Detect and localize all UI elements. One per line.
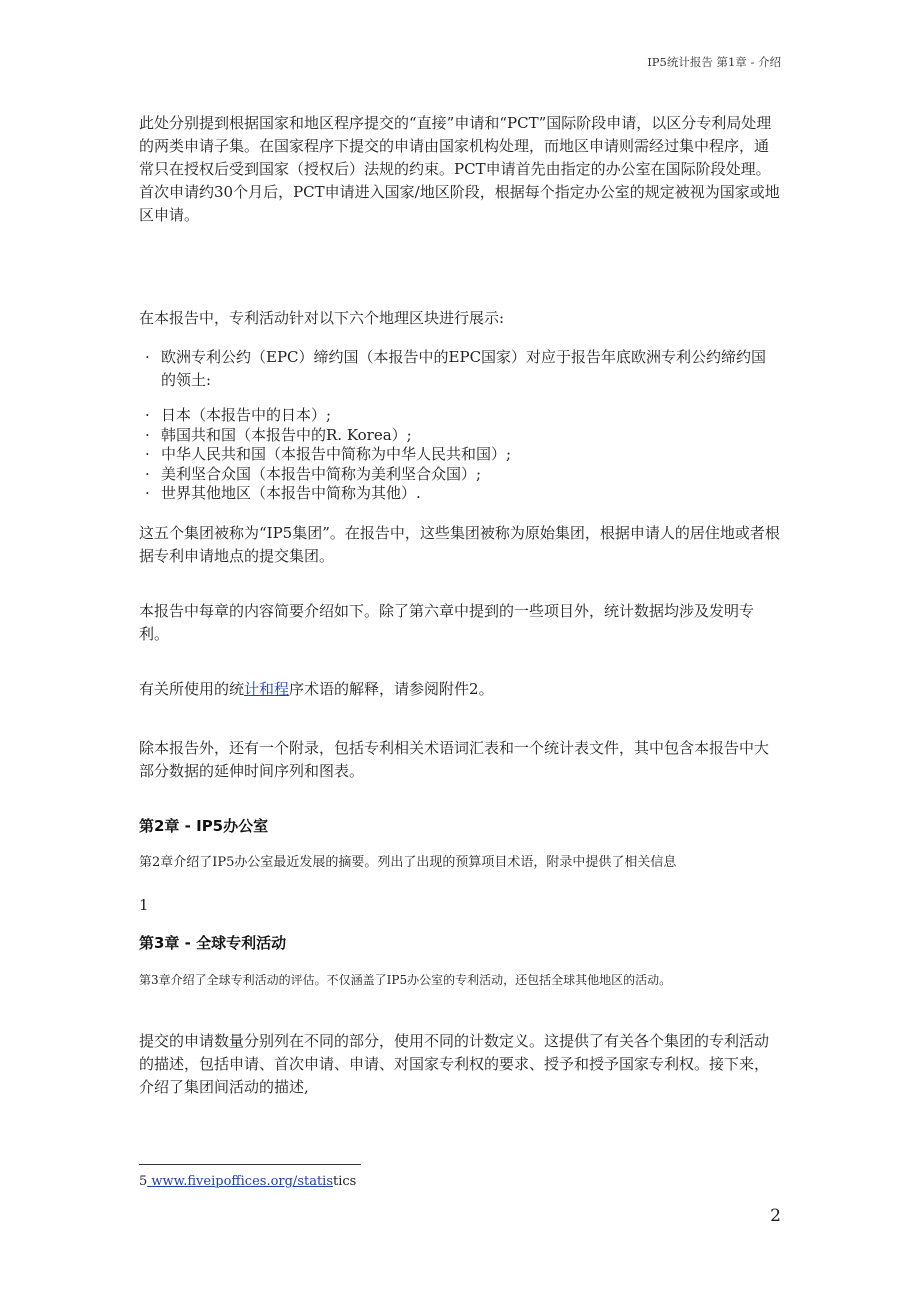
chapter2-body: 第2章介绍了IP5办公室最近发展的摘要。列出了出现的预算项目术语，附录中提供了相关信息 <box>139 855 677 870</box>
terms-paragraph <box>139 678 781 701</box>
running-header: IP5统计报告 第1章 - 介绍 <box>647 55 781 69</box>
footnote-number: 5 <box>139 1174 148 1189</box>
appendix-paragraph: 除本报告外，还有一个附录，包括专利相关术语词汇表和一个统计表文件，其中包含本报告中大部分数据的延伸时间序列和图表。 <box>139 739 770 780</box>
region-list <box>139 406 781 504</box>
list-item: · 日本（本报告中的日本）; <box>139 406 781 426</box>
footnote-link-tail: tics <box>333 1174 357 1189</box>
ip5-groups-paragraph: 这五个集团被称为“IP5集团”。在报告中，这些集团被称为原始集团，根据申请人的居住地或者根据专利申请地点的提交集团。 <box>139 524 780 565</box>
page-number: 2 <box>770 1206 781 1226</box>
region-list-first <box>139 346 781 392</box>
chapter3-heading: 第3章 - 全球专利活动 <box>139 934 287 952</box>
intro-paragraph: 此处分别提到根据国家和地区程序提交的“直接”申请和“PCT”国际阶段申请，以区分专利局处理的两类申请子集。在国家程序下提交的申请由国家机构处理，而地区申请则需经过集中程序，通常只在授权后受到国家（授权后）法规的约束。PCT申请首先由指定的办公室在国际阶段处理。首次申请约30个月后，PCT申请进入国家/地区阶段，根据每个指定办公室的规定被视为国家或地区申请。 <box>139 114 780 224</box>
list-item: · 美利坚合众国（本报告中简称为美利坚合众国）; <box>139 465 781 485</box>
list-item: · 欧洲专利公约（EPC）缔约国（本报告中的EPC国家）对应于报告年底欧洲专利公约缔约国的领土: <box>139 346 781 392</box>
regions-intro: 在本报告中，专利活动针对以下六个地理区块进行展示: <box>139 309 505 327</box>
list-item: · 世界其他地区（本报告中简称为其他）. <box>139 484 781 504</box>
footnote <box>139 1174 356 1189</box>
terms-text-before: 有关所使用的统 <box>139 680 245 698</box>
list-item: · 韩国共和国（本报告中的R. Korea）; <box>139 426 781 446</box>
applications-paragraph: 提交的申请数量分别列在不同的部分，使用不同的计数定义。这提供了有关各个集团的专利活动的描述，包括申请、首次申请、申请、对国家专利权的要求、授予和授予国家专利权。接下来，介绍了集团间活动的描述, <box>139 1032 770 1096</box>
footnote-link[interactable]: www.fiveipoffices.org/statis <box>147 1174 334 1189</box>
chapter2-heading: 第2章 - IP5办公室 <box>139 817 269 835</box>
chapter2-note: 1 <box>139 896 149 914</box>
terms-text-after: 序术语的解释，请参阅附件2。 <box>289 680 494 698</box>
chapter3-body: 第3章介绍了全球专利活动的评估。不仅涵盖了IP5办公室的专利活动，还包括全球其他地区的活动。 <box>139 973 672 987</box>
annex-link[interactable]: 计和程 <box>244 680 290 698</box>
chapters-overview-paragraph: 本报告中每章的内容简要介绍如下。除了第六章中提到的一些项目外，统计数据均涉及发明专利。 <box>139 602 755 643</box>
list-item: · 中华人民共和国（本报告中简称为中华人民共和国）; <box>139 445 781 465</box>
footnote-divider <box>139 1164 361 1165</box>
